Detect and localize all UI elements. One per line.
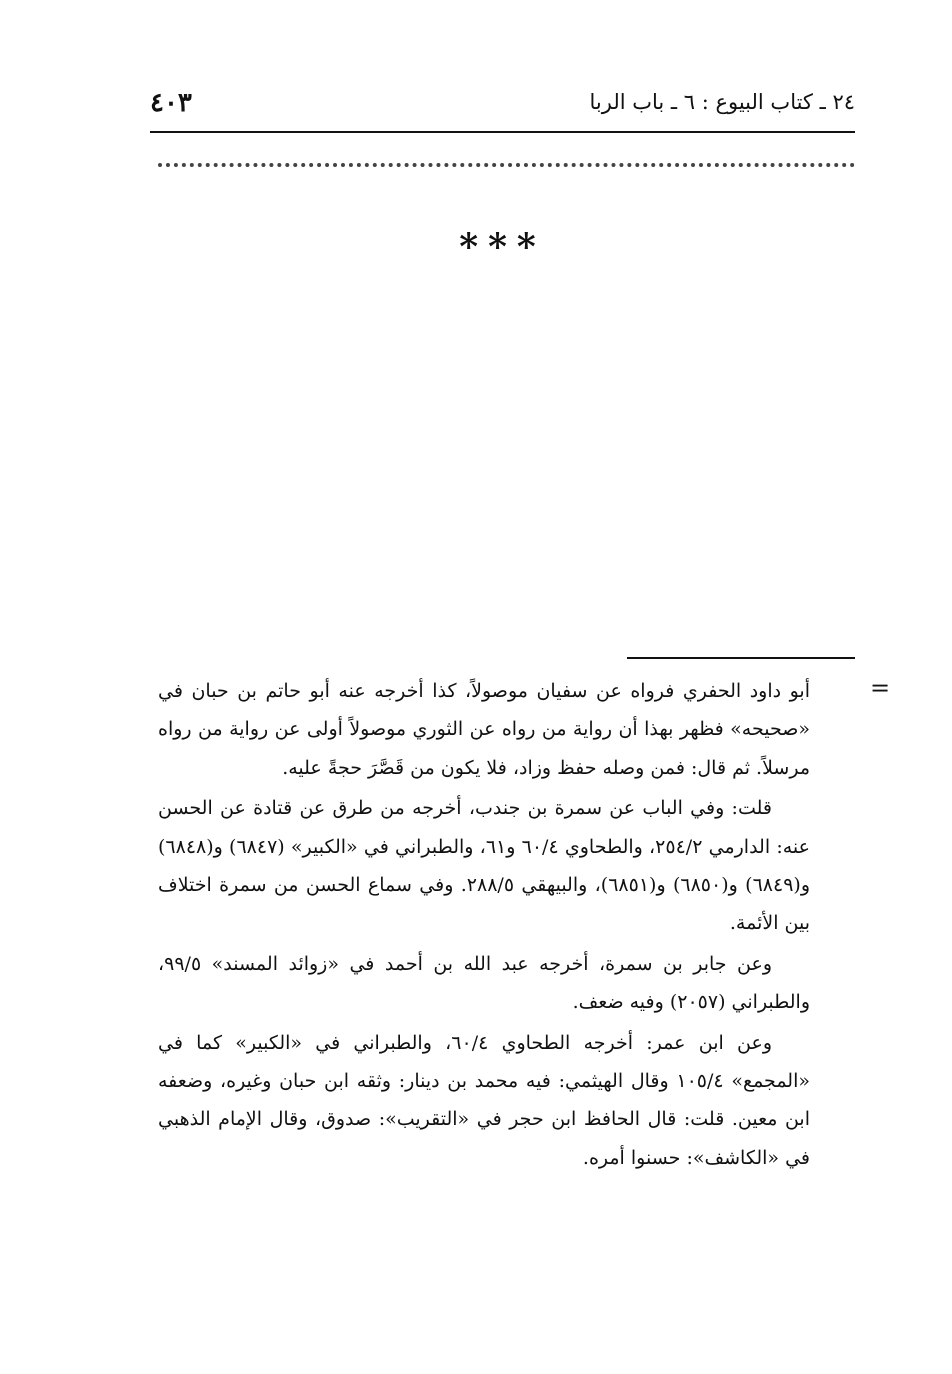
page-number: ٤٠٣ (150, 88, 192, 118)
footnote-paragraph-2: قلت: وفي الباب عن سمرة بن جندب، أخرجه من طرق عن قتادة عن الحسن عنه: الدارمي ٢٥٤/٢، والطحاوي ٦٠/٤ و٦١، والطبراني في «الكبير» (٦٨٤٧) و(٦٨٤٨) و(٦٨٤٩) و(٦٨٥٠) و(٦٨٥١)، والبيهقي ٢٨٨/٥. وفي سماع الحسن من سمرة اختلاف بين الأئمة. (158, 797, 810, 935)
footnote-paragraph-3: وعن جابر بن سمرة، أخرجه عبد الله بن أحمد في «زوائد المسند» ٩٩/٥، والطبراني (٢٠٥٧) وفيه ضعف. (158, 952, 810, 1014)
page-header (150, 88, 855, 128)
footnote-paragraph-1: أبو داود الحفري فرواه عن سفيان موصولاً، كذا أخرجه عنه أبو حاتم بن حبان في «صحيحه» فظهر بهذا أن رواية من رواه عن الثوري موصولاً أولى عن رواية من رواه مرسلاً. ثم قال: فمن وصله حفظ وزاد، فلا يكون من قَصَّرَ حجةً عليه. (158, 680, 810, 779)
section-separator: *** (459, 226, 546, 268)
footnote-paragraph-4: وعن ابن عمر: أخرجه الطحاوي ٦٠/٤، والطبراني في «الكبير» كما في «المجمع» ١٠٥/٤ وقال الهيثمي: فيه محمد بن دينار: وثقه ابن حبان وغيره، وضعفه ابن معين. قلت: قال الحافظ ابن حجر في «التقريب»: صدوق، وقال الإمام الذهبي في «الكاشف»: حسنوا أمره. (158, 1031, 810, 1169)
dotted-rule (158, 163, 855, 167)
footnote-continuation-mark: = (870, 674, 891, 702)
running-head: ٢٤ ـ كتاب البيوع : ٦ ـ باب الربا (589, 90, 855, 114)
footnote-rule (627, 657, 855, 659)
footnote-body (158, 672, 810, 1179)
header-rule (150, 131, 855, 133)
